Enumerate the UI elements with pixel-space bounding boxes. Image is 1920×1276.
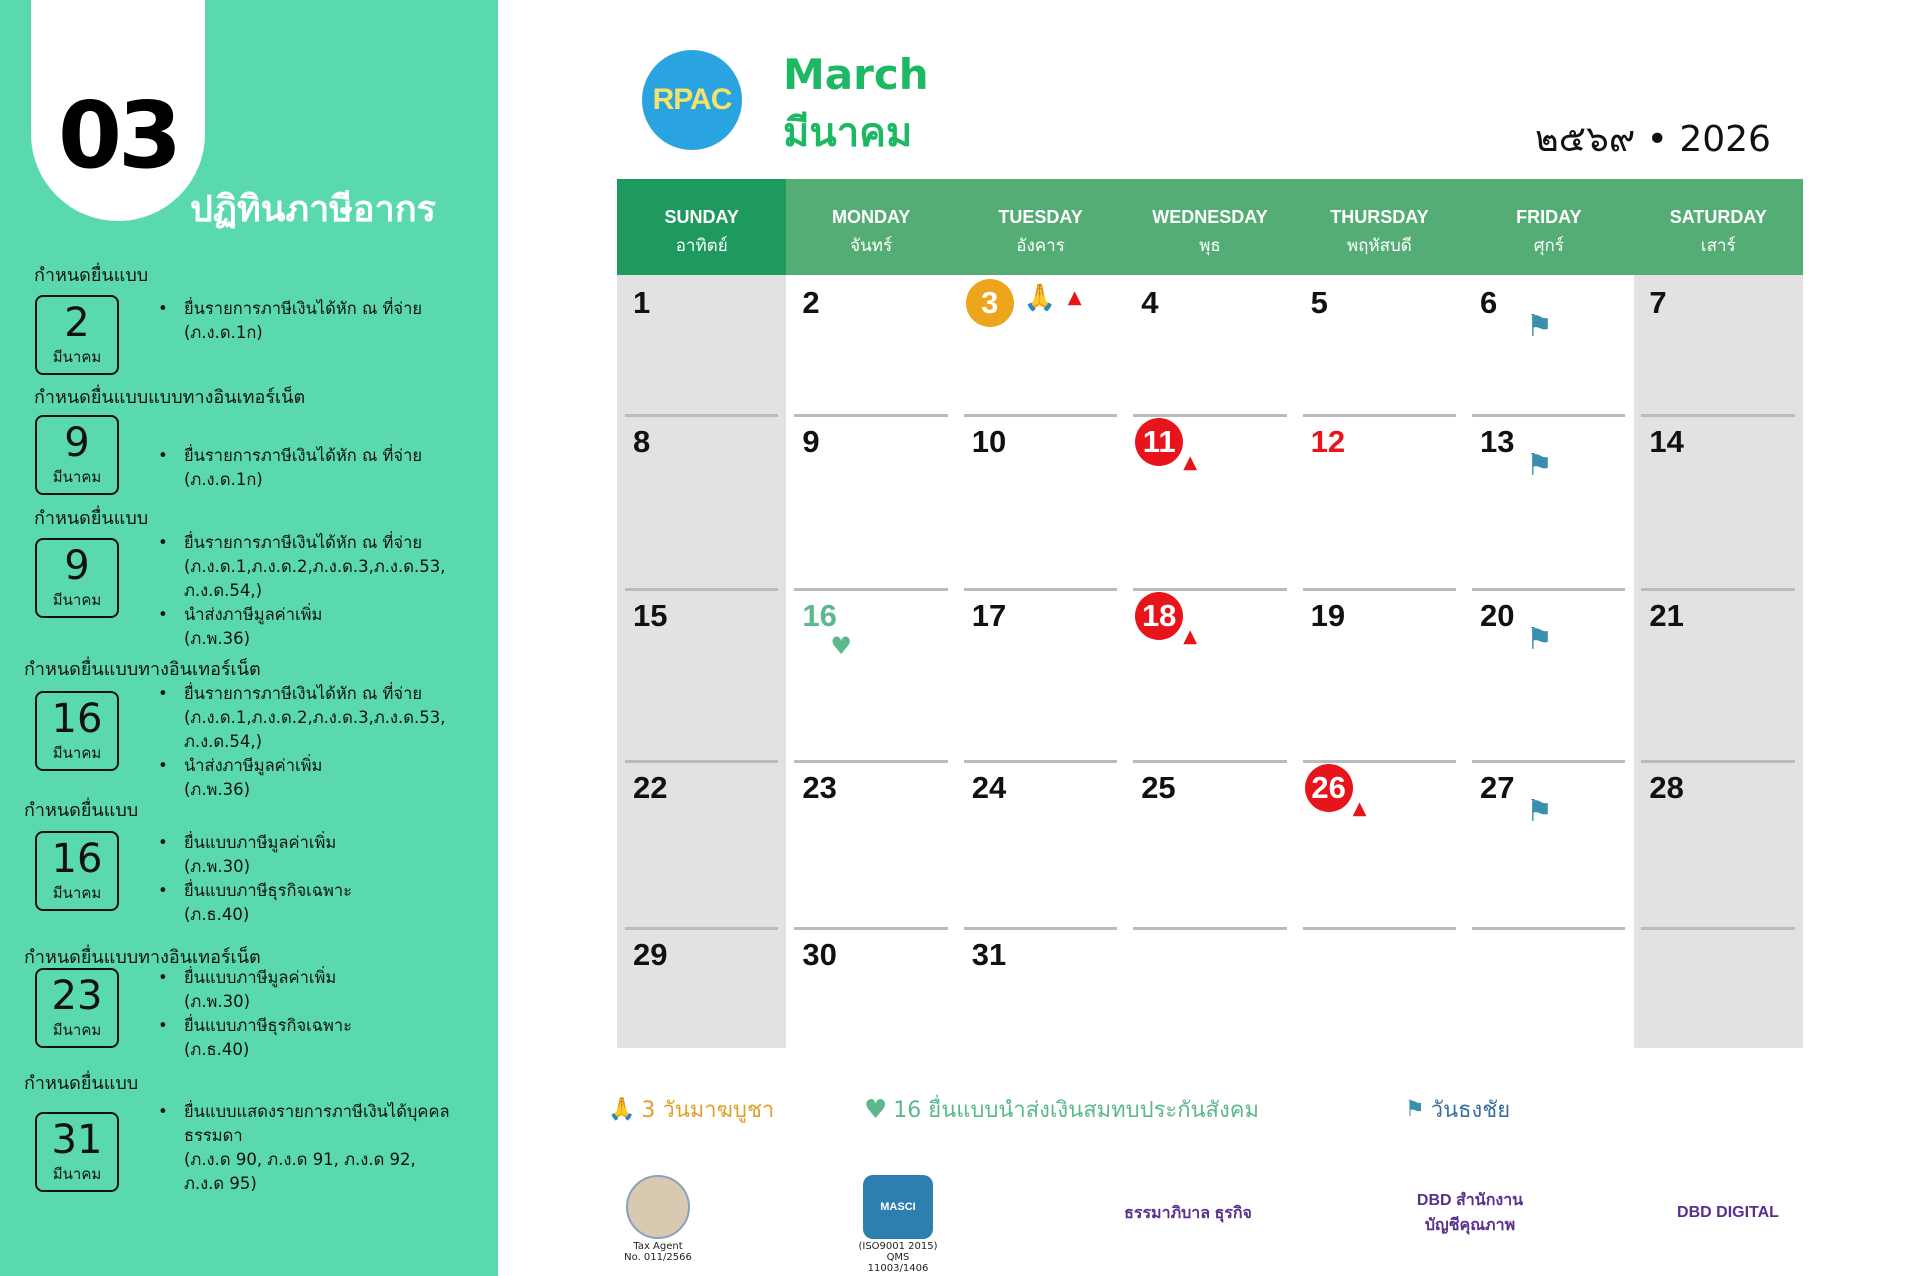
day-cell[interactable] [956,927,1125,1048]
day-number: 4 [1141,285,1159,320]
deadline-item: • นำส่งภาษีมูลค่าเพิ่ม (ภ.พ.36) [158,603,445,651]
month-title-th: มีนาคม [783,110,913,156]
day-number: 3 [966,279,1014,327]
deadline-item: • ยื่นแบบภาษีธุรกิจเฉพาะ (ภ.ธ.40) [158,1014,352,1062]
deadline-item: • ยื่นแบบภาษีมูลค่าเพิ่ม (ภ.พ.30) [158,831,352,879]
deadline-item: • ยื่นรายการภาษีเงินได้หัก ณ ที่จ่าย (ภ.ง.ด.1,ภ.ง.ด.2,ภ.ง.ด.3,ภ.ง.ด.53, ภ.ง.ด.54,) [158,531,445,603]
row-divider [1472,588,1625,591]
deadline-date-box [35,691,119,771]
deadline-date-box [35,968,119,1048]
row-divider [625,760,778,763]
dbd-governance-badge [1118,1175,1268,1245]
day-number: 23 [802,770,837,805]
row-divider [1641,927,1794,930]
day-cell[interactable] [1125,414,1294,588]
masci-badge [858,1175,938,1274]
row-divider [1133,414,1286,417]
masci-logo: MASCI [863,1175,933,1239]
deadline-item: • ยื่นรายการภาษีเงินได้หัก ณ ที่จ่าย (ภ.ง.ด.1,ภ.ง.ด.2,ภ.ง.ด.3,ภ.ง.ด.53, ภ.ง.ด.54,) [158,682,445,754]
deadline-day: 9 [64,543,90,589]
year-label: ๒๕๖๙ • 2026 [1535,119,1771,160]
deadline-month: มีนาคม [52,591,102,609]
weekday-wednesday: WEDNESDAY พุธ [1152,207,1268,256]
flag-icon: ⚑ [1526,309,1553,344]
rpac-logo: RPAC [642,50,742,150]
legend-flag: ⚑ วันธงชัย [1405,1097,1511,1123]
deadline-month: มีนาคม [52,744,102,762]
deadline-day: 31 [51,1117,103,1163]
calendar-grid [617,179,1803,1048]
dbd-accounting-badge [1400,1175,1550,1245]
row-divider [625,927,778,930]
day-number: 25 [1141,770,1176,805]
day-number: 1 [633,285,651,320]
section-heading: กำหนดยื่นแบบทางอินเทอร์เน็ต [24,659,261,680]
deadline-month: มีนาคม [52,468,102,486]
deadline-item: • ยื่นแบบแสดงรายการภาษีเงินได้บุคคล ธรรมดา (ภ.ง.ด 90, ภ.ง.ด 91, ภ.ง.ด 92, ภ.ง.ด 95) [158,1100,450,1196]
day-number: 31 [971,937,1007,972]
row-divider [1303,414,1456,417]
day-cell[interactable] [1295,275,1464,414]
tax-calendar-panel [0,0,498,1276]
section-heading: กำหนดยื่นแบบ [34,265,149,286]
heart-plus-icon: ♥ [830,632,852,660]
deadline-items [158,444,422,492]
day-number: 20 [1480,598,1515,633]
row-divider [794,414,947,417]
deadline-month: มีนาคม [52,1021,102,1039]
dbd-governance-logo: ธรรมาภิบาล ธุรกิจ [1124,1204,1252,1222]
day-cell[interactable] [1464,275,1633,414]
weekday-monday: MONDAY จันทร์ [831,207,911,256]
day-cell[interactable] [1633,588,1802,760]
empty-cell [1464,927,1633,1048]
row-divider [1303,588,1456,591]
day-number: 11 [1135,418,1183,466]
row-divider [1472,927,1625,930]
flag-icon: ⚑ [1526,794,1553,829]
day-number: 12 [1310,424,1346,459]
day-number: 17 [971,598,1007,633]
day-cell[interactable] [956,414,1125,588]
row-divider [964,760,1117,763]
weekday-sunday: SUNDAY อาทิตย์ [617,179,786,275]
buddha-icon: ▲ [1183,452,1198,473]
day-number: 8 [633,424,651,459]
row-divider [964,927,1117,930]
row-divider [1472,414,1625,417]
section-heading: กำหนดยื่นแบบ [34,508,149,529]
day-number: 7 [1649,285,1667,320]
deadline-items [158,966,352,1062]
day-cell[interactable] [617,414,786,588]
legend-sso: ♥ 16 ยื่นแบบนำส่งเงินสมทบประกันสังคม [864,1094,1259,1125]
logo-caption: Tax Agent No. 011/2566 [624,1241,692,1263]
day-number: 9 [802,424,820,459]
weekday-friday: FRIDAY ศุกร์ [1516,207,1582,256]
day-cell[interactable] [786,414,955,588]
tax-agent-badge [618,1175,698,1263]
day-cell[interactable] [956,275,1125,414]
section-heading: กำหนดยื่นแบบ [24,800,139,821]
weekday-tuesday: TUESDAY อังคาร [998,207,1083,256]
logo-caption: (ISO9001 2015) QMS 11003/1406 [858,1241,938,1274]
tax-agent-seal [626,1175,690,1239]
deadline-date-box [35,538,119,618]
buddha-icon: ▲ [1352,798,1367,819]
deadline-items [158,1100,450,1196]
weekday-thursday: THURSDAY พฤหัสบดี [1330,207,1429,256]
buddha-icon: ▲ [1183,626,1198,647]
legend [608,1092,1858,1142]
row-divider [964,588,1117,591]
day-cell[interactable] [1633,414,1802,588]
row-divider [625,414,778,417]
buddha-offering-icon: 🙏 [1023,283,1057,313]
deadline-day: 16 [51,836,103,882]
day-cell[interactable] [1633,760,1802,927]
dbd-digital-badge [1658,1175,1808,1245]
deadline-month: มีนาคม [52,884,102,902]
day-cell[interactable] [1125,588,1294,760]
empty-cell [1633,927,1802,1048]
section-heading: กำหนดยื่นแบบ [24,1073,139,1094]
day-number: 21 [1649,598,1684,633]
row-divider [1133,588,1286,591]
day-number: 18 [1135,592,1183,640]
day-cell[interactable] [786,588,955,760]
dbd-digital-logo: DBD DIGITAL [1677,1204,1779,1221]
deadline-day: 2 [64,300,90,346]
row-divider [1641,760,1794,763]
day-cell[interactable] [1295,760,1464,927]
row-divider [794,760,947,763]
day-number: 10 [971,424,1007,459]
day-number: 13 [1480,424,1515,459]
row-divider [794,927,947,930]
heart-plus-icon: ♥ [864,1094,888,1125]
empty-cell [1295,927,1464,1048]
section-heading: กำหนดยื่นแบบทางอินเทอร์เน็ต [24,947,261,968]
day-cell[interactable] [1633,275,1802,414]
dbd-accounting-logo: DBD สำนักงานบัญชีคุณภาพ [1416,1192,1524,1234]
day-cell[interactable] [1125,760,1294,927]
month-title-en: March [783,50,929,99]
deadline-item: • นำส่งภาษีมูลค่าเพิ่ม (ภ.พ.36) [158,754,445,802]
row-divider [1133,927,1286,930]
day-cell[interactable] [617,588,786,760]
day-number: 26 [1305,764,1353,812]
day-cell[interactable] [617,927,786,1048]
day-cell[interactable] [1295,588,1464,760]
weekday-header [617,179,1803,275]
deadline-item: • ยื่นแบบภาษีมูลค่าเพิ่ม (ภ.พ.30) [158,966,352,1014]
deadline-day: 9 [64,420,90,466]
day-number: 6 [1480,285,1498,320]
day-cell[interactable] [786,760,955,927]
weekday-saturday: SATURDAY เสาร์ [1669,207,1767,256]
row-divider [1641,414,1794,417]
day-cell[interactable] [1125,275,1294,414]
day-number: 27 [1480,770,1515,805]
row-divider [794,588,947,591]
day-number: 29 [633,937,668,972]
deadline-day: 23 [51,973,103,1019]
deadline-item: • ยื่นรายการภาษีเงินได้หัก ณ ที่จ่าย (ภ.ง.ด.1ก) [158,297,422,345]
buddha-icon: ▲ [1067,287,1082,308]
row-divider [1641,588,1794,591]
day-cell[interactable] [956,760,1125,927]
row-divider [625,588,778,591]
section-heading: กำหนดยื่นแบบแบบทางอินเทอร์เน็ต [34,387,306,408]
legend-makha: 🙏 3 วันมาฆบูชา [608,1097,775,1123]
deadline-items [158,682,445,802]
deadline-date-box [35,831,119,911]
day-cell[interactable] [617,275,786,414]
deadline-item: • ยื่นแบบภาษีธุรกิจเฉพาะ (ภ.ธ.40) [158,879,352,927]
deadline-day: 16 [51,696,103,742]
day-number: 24 [971,770,1007,805]
deadline-items [158,831,352,927]
row-divider [1303,760,1456,763]
day-number: 16 [802,598,837,633]
deadline-month: มีนาคม [52,1165,102,1183]
panel-title: ปฏิทินภาษีอากร [190,189,437,230]
row-divider [1303,927,1456,930]
empty-cell [1125,927,1294,1048]
deadline-month: มีนาคม [52,348,102,366]
day-cell[interactable] [956,588,1125,760]
deadline-item: • ยื่นรายการภาษีเงินได้หัก ณ ที่จ่าย (ภ.ง.ด.1ก) [158,444,422,492]
day-cell[interactable] [617,760,786,927]
day-cell[interactable] [786,275,955,414]
day-number: 15 [633,598,668,633]
deadline-date-box [35,415,119,495]
day-number: 19 [1310,598,1346,633]
day-number: 5 [1310,285,1328,320]
flag-icon: ⚑ [1526,448,1553,483]
day-cell[interactable] [1295,414,1464,588]
day-number: 30 [802,937,837,972]
day-cell[interactable] [786,927,955,1048]
deadline-items [158,531,445,651]
month-number: 03 [57,82,179,189]
day-number: 22 [633,770,668,805]
deadline-items [158,297,422,345]
day-cell[interactable] [1464,414,1633,588]
row-divider [964,414,1117,417]
flag-icon: ⚑ [1405,1097,1425,1122]
flag-icon: ⚑ [1526,622,1553,657]
deadline-date-box [35,295,119,375]
day-number: 2 [802,285,820,320]
row-divider [1472,760,1625,763]
buddha-offering-icon: 🙏 [608,1097,636,1122]
day-cell[interactable] [1464,760,1633,927]
deadline-date-box [35,1112,119,1192]
day-number: 28 [1649,770,1684,805]
day-cell[interactable] [1464,588,1633,760]
day-number: 14 [1649,424,1684,459]
row-divider [1133,760,1286,763]
